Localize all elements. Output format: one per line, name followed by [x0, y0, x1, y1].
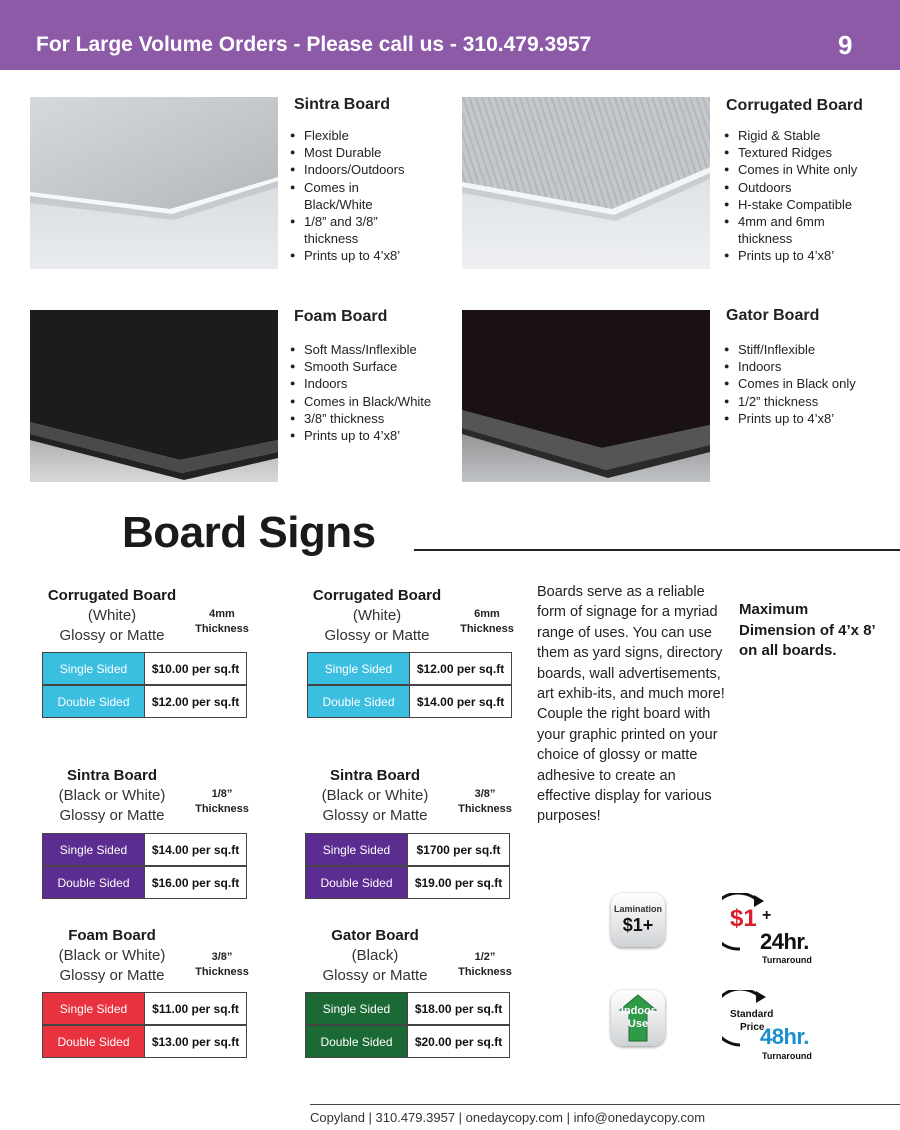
price-row-single	[42, 833, 247, 866]
standard-turnaround-badge	[722, 990, 822, 1066]
standard-price-label: Price	[740, 1022, 765, 1033]
standard-label: Standard	[730, 1009, 774, 1020]
feature-item-continued: Black/White	[304, 196, 373, 212]
price-block-thickness	[182, 787, 262, 817]
thickness-label: Thickness	[195, 966, 249, 978]
price-row-label: Single Sided	[306, 993, 408, 1024]
price-block-finish: Glossy or Matte	[59, 967, 165, 984]
footer-contact: Copyland | 310.479.3957 | onedaycopy.com | info@onedaycopy.com	[310, 1110, 706, 1125]
feature-item-continued: thickness	[738, 231, 793, 247]
thickness-value: 3/8”	[474, 788, 496, 800]
feature-item-continued: thickness	[304, 231, 359, 247]
price-row-label: Single Sided	[306, 834, 408, 865]
price-row-label: Single Sided	[308, 653, 410, 684]
thickness-value: 1/8”	[211, 788, 233, 800]
price-row-value: $10.00 per sq.ft	[151, 661, 240, 676]
price-row-value: $14.00 per sq.ft	[416, 694, 505, 709]
feature-item: ● 1/2” thickness	[724, 393, 856, 410]
price-row-single	[42, 992, 247, 1025]
feature-item: ● Indoors	[290, 375, 431, 392]
corrugated-title: Corrugated Board	[726, 97, 863, 114]
feature-item: ● Comes in White only	[724, 161, 857, 178]
price-row-label: Single Sided	[43, 834, 145, 865]
price-block-finish: Glossy or Matte	[322, 807, 428, 824]
gator-features	[724, 341, 856, 427]
foam-features	[290, 341, 431, 444]
feature-item: ● Prints up to 4’x8’	[724, 247, 857, 264]
thickness-value: 3/8”	[211, 951, 233, 963]
price-block-finish: Glossy or Matte	[322, 967, 428, 984]
price-row-double	[305, 1025, 510, 1058]
indoor-label-line2: Use	[627, 1018, 649, 1030]
thickness-label: Thickness	[195, 623, 249, 635]
price-row-value: $1700 per sq.ft	[416, 842, 501, 857]
price-row-double	[42, 1025, 247, 1058]
feature-item: ● Outdoors	[724, 179, 857, 196]
price-row-value: $14.00 per sq.ft	[151, 842, 240, 857]
gator-title: Gator Board	[726, 307, 820, 324]
price-block-name: Corrugated Board	[47, 587, 177, 604]
thickness-label: Thickness	[458, 803, 512, 815]
feature-item: ● 4mm and 6mm	[724, 213, 857, 230]
thickness-label: Thickness	[458, 966, 512, 978]
feature-item: ● 3/8” thickness	[290, 410, 431, 427]
rush-price: $1	[730, 905, 757, 932]
boards-description: Boards serve as a reliable form of signage for a myriad range of uses. You can use them as yard signs, directory boards, wall advertisements, art exhib-its, and much more! Couple the right board with your graphic printed on your choice of glossy or matte adhesive to create an effective display for various purposes!	[537, 584, 725, 825]
price-row-label: Double Sided	[43, 867, 145, 898]
price-row-value: $16.00 per sq.ft	[151, 875, 240, 890]
price-row-double	[307, 685, 512, 718]
price-row-single	[42, 652, 247, 685]
feature-item: ● Prints up to 4’x8’	[724, 410, 856, 427]
price-block-thickness	[445, 787, 525, 817]
price-block-finish: Glossy or Matte	[59, 807, 165, 824]
thickness-value: 6mm	[474, 608, 500, 620]
price-block-thickness	[182, 607, 262, 637]
standard-hours: 48hr.	[760, 1024, 809, 1049]
thickness-label: Thickness	[460, 623, 514, 635]
rush-turnaround-badge	[722, 893, 822, 971]
feature-item: ● Rigid & Stable	[724, 127, 857, 144]
price-row-value: $19.00 per sq.ft	[414, 875, 503, 890]
header-bar	[0, 0, 900, 70]
feature-item: ● Textured Ridges	[724, 144, 857, 161]
price-block-sub: (Black or White)	[321, 787, 429, 804]
price-row-label: Double Sided	[43, 686, 145, 717]
price-block-sub: (White)	[87, 607, 137, 624]
foam-title: Foam Board	[294, 308, 388, 325]
price-row-label: Single Sided	[43, 653, 145, 684]
price-row-value: $18.00 per sq.ft	[414, 1001, 503, 1016]
price-row-double	[42, 685, 247, 718]
gator-board-photo	[462, 310, 710, 482]
thickness-label: Thickness	[195, 803, 249, 815]
price-row-double	[305, 866, 510, 899]
feature-item: ● Comes in Black only	[724, 375, 856, 392]
corrugated-features	[724, 127, 857, 265]
price-row-single	[305, 992, 510, 1025]
price-row-value: $12.00 per sq.ft	[416, 661, 505, 676]
price-block-thickness	[447, 607, 527, 637]
rush-plus: +	[762, 907, 772, 924]
feature-item: ● Prints up to 4’x8’	[290, 247, 404, 264]
price-row-value: $13.00 per sq.ft	[151, 1034, 240, 1049]
corrugated-board-photo	[462, 97, 710, 269]
board-signs-title: Board Signs	[122, 508, 376, 557]
price-block-sub: (Black)	[351, 947, 399, 964]
price-block-sub: (Black or White)	[58, 947, 166, 964]
feature-item: ● Indoors/Outdoors	[290, 161, 404, 178]
price-row-single	[305, 833, 510, 866]
price-row-label: Double Sided	[43, 1026, 145, 1057]
price-row-single	[307, 652, 512, 685]
price-row-label: Single Sided	[43, 993, 145, 1024]
price-block-name: Sintra Board	[329, 767, 420, 784]
price-block-sub: (Black or White)	[58, 787, 166, 804]
price-block-thickness	[445, 950, 525, 980]
price-block-name: Corrugated Board	[312, 587, 442, 604]
price-block-finish: Glossy or Matte	[59, 627, 165, 644]
footer-divider	[310, 1104, 900, 1105]
thickness-value: 1/2”	[474, 951, 496, 963]
lamination-badge	[611, 893, 665, 947]
feature-item: ● Comes in	[290, 179, 404, 196]
price-block-name: Sintra Board	[66, 767, 157, 784]
thickness-value: 4mm	[209, 608, 235, 620]
price-block-name: Foam Board	[68, 927, 156, 944]
rush-hours: 24hr.	[760, 929, 809, 954]
feature-item: ● Stiff/Inflexible	[724, 341, 856, 358]
price-row-label: Double Sided	[306, 1026, 408, 1057]
indoor-label-line1: Indoor	[620, 1005, 656, 1017]
feature-item: ● Comes in Black/White	[290, 393, 431, 410]
feature-item: ● Indoors	[724, 358, 856, 375]
feature-item: ● Most Durable	[290, 144, 404, 161]
price-block-thickness	[182, 950, 262, 980]
feature-item: ● Smooth Surface	[290, 358, 431, 375]
title-divider	[414, 549, 900, 551]
price-row-label: Double Sided	[308, 686, 410, 717]
indoor-use-badge	[611, 990, 665, 1046]
lamination-label: Lamination	[613, 904, 662, 914]
feature-item: ● Prints up to 4’x8’	[290, 427, 431, 444]
foam-board-photo	[30, 310, 278, 482]
price-row-value: $12.00 per sq.ft	[151, 694, 240, 709]
price-row-value: $20.00 per sq.ft	[414, 1034, 503, 1049]
feature-item: ● Flexible	[290, 127, 404, 144]
feature-item: ● H-stake Compatible	[724, 196, 857, 213]
volume-orders-text: For Large Volume Orders - Please call us - 310.479.3957	[36, 33, 592, 56]
sintra-board-photo	[30, 97, 278, 269]
feature-item: ● 1/8” and 3/8”	[290, 213, 404, 230]
rush-caption: Turnaround	[762, 955, 812, 965]
lamination-price: $1+	[622, 915, 654, 935]
page-number: 9	[838, 30, 853, 60]
standard-caption: Turnaround	[762, 1051, 812, 1061]
sintra-title: Sintra Board	[294, 96, 391, 113]
price-block-sub: (White)	[352, 607, 402, 624]
price-row-double	[42, 866, 247, 899]
max-dimension-note: Maximum Dimension of 4’x 8’ on all boards.	[739, 601, 875, 659]
feature-item: ● Soft Mass/Inflexible	[290, 341, 431, 358]
sintra-features	[290, 127, 404, 265]
price-row-value: $11.00 per sq.ft	[152, 1001, 239, 1016]
price-row-label: Double Sided	[306, 867, 408, 898]
price-block-name: Gator Board	[331, 927, 419, 944]
price-block-finish: Glossy or Matte	[324, 627, 430, 644]
